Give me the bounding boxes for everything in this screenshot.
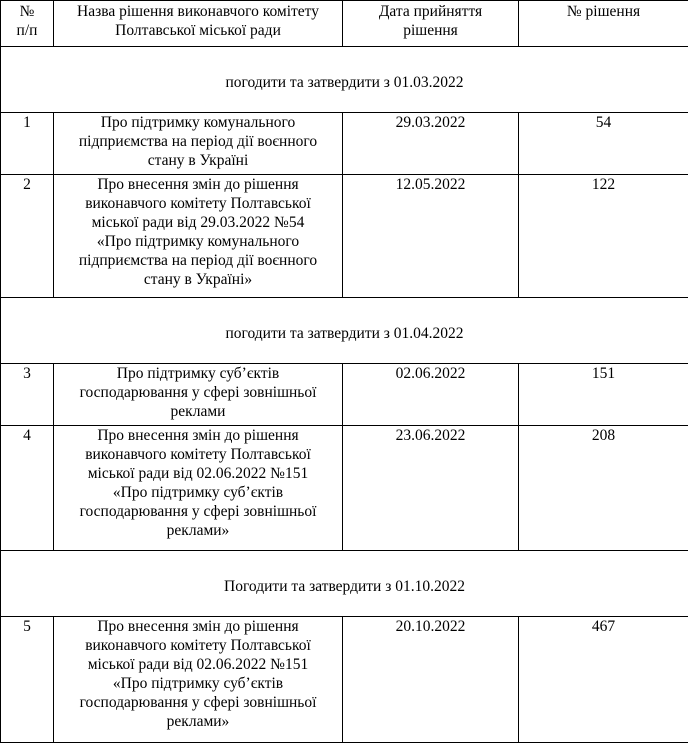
row-decision-number: 208 (519, 426, 688, 551)
header-date (343, 1, 519, 47)
row-decision-number: 151 (519, 364, 688, 426)
table-row (1, 426, 688, 551)
row-decision-number: 54 (519, 113, 688, 175)
row-name: Про підтримку комунального підприємства на період дії воєнного стану в Україні (54, 113, 343, 175)
header-name-label: Назва рішення виконавчого комітету Полтавської міської ради (77, 3, 319, 39)
section-row (1, 298, 688, 364)
row-name: Про внесення змін до рішення виконавчого комітету Полтавської міської ради від 02.06.2022 №151 «Про підтримку суб’єктів господарювання у сфері зовнішньої реклами» (54, 617, 343, 743)
header-decision (519, 1, 688, 47)
row-num: 5 (1, 617, 54, 743)
row-name: Про внесення змін до рішення виконавчого комітету Полтавської міської ради від 29.03.2022 №54 «Про підтримку комунального підприємства на період дії воєнного стану в Україні» (54, 175, 343, 298)
section-row (1, 47, 688, 113)
section-row (1, 551, 688, 617)
table-row (1, 175, 688, 298)
section-title: погодити та затвердити з 01.04.2022 (1, 298, 688, 364)
table-row (1, 364, 688, 426)
header-num (1, 1, 54, 47)
row-num: 2 (1, 175, 54, 298)
row-decision-number: 467 (519, 617, 688, 743)
row-name: Про підтримку суб’єктів господарювання у сфері зовнішньої реклами (54, 364, 343, 426)
row-date: 20.10.2022 (343, 617, 519, 743)
table-header-row (1, 1, 688, 47)
row-date: 12.05.2022 (343, 175, 519, 298)
row-num: 3 (1, 364, 54, 426)
header-name (54, 1, 343, 47)
header-decision-label: № рішення (567, 3, 640, 20)
row-date: 29.03.2022 (343, 113, 519, 175)
section-title: Погодити та затвердити з 01.10.2022 (1, 551, 688, 617)
header-num-label: № п/п (17, 3, 38, 39)
row-date: 02.06.2022 (343, 364, 519, 426)
row-name: Про внесення змін до рішення виконавчого комітету Полтавської міської ради від 02.06.2022 №151 «Про підтримку суб’єктів господарювання у сфері зовнішньої реклами» (54, 426, 343, 551)
row-num: 1 (1, 113, 54, 175)
section-title: погодити та затвердити з 01.03.2022 (1, 47, 688, 113)
row-num: 4 (1, 426, 54, 551)
header-date-label: Дата прийняття рішення (379, 3, 482, 39)
table-row (1, 113, 688, 175)
table-row (1, 617, 688, 743)
row-date: 23.06.2022 (343, 426, 519, 551)
row-decision-number: 122 (519, 175, 688, 298)
